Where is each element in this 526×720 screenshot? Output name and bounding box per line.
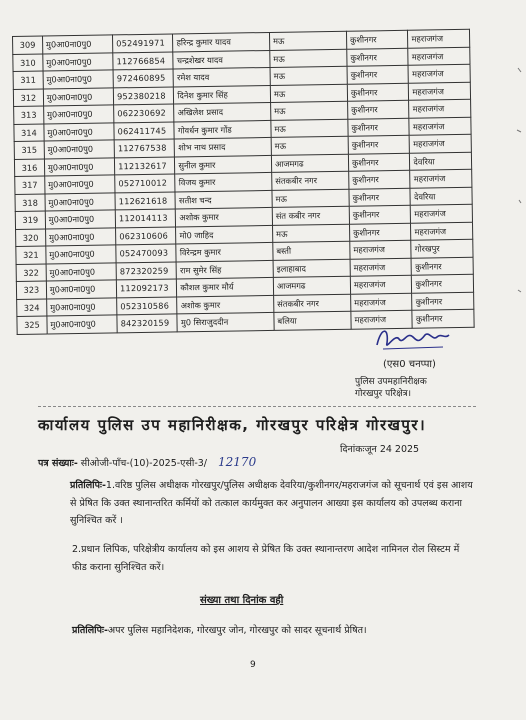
cell-home: मऊ bbox=[269, 31, 346, 50]
cell-sno: 320 bbox=[16, 228, 46, 246]
cell-mobile: 112014113 bbox=[115, 209, 176, 227]
cell-to: महराजगंज bbox=[409, 117, 471, 135]
cell-to: कुशीनगर bbox=[412, 274, 474, 292]
cell-from: कुशीनगर bbox=[348, 153, 410, 171]
cell-to: देवरिया bbox=[410, 152, 472, 170]
cell-mobile: 112132617 bbox=[115, 156, 176, 174]
cell-to: महराजगंज bbox=[411, 222, 473, 240]
cell-from: कुशीनगर bbox=[347, 65, 409, 83]
cell-from: कुशीनगर bbox=[349, 205, 411, 223]
cell-from: कुशीनगर bbox=[348, 118, 410, 136]
cell-from: कुशीनगर bbox=[350, 223, 412, 241]
cell-name: दिनेश कुमार सिंह bbox=[174, 85, 271, 104]
date-value: 24 2025 bbox=[379, 444, 420, 455]
cell-pno: मु0आ0ना0पु0 bbox=[45, 227, 116, 246]
cell-sno: 319 bbox=[15, 211, 45, 229]
cell-sno: 313 bbox=[14, 106, 44, 124]
cell-pno: मु0आ0ना0पु0 bbox=[42, 35, 113, 54]
copy3-text: अपर पुलिस महानिदेशक, गोरखपुर जोन, गोरखपुर को सादर सूचनार्थ प्रेषित। bbox=[107, 625, 367, 636]
signatory-designation: पुलिस उपमहानिरीक्षक bbox=[355, 377, 427, 387]
divider bbox=[38, 406, 476, 407]
cell-name: सतीश चन्द bbox=[175, 190, 272, 209]
cell-mobile: 052491971 bbox=[113, 34, 174, 52]
cell-pno: मु0आ0ना0पु0 bbox=[44, 157, 115, 176]
copy-paragraph-2: 2.प्रधान लिपिक, परिक्षेत्रीय कार्यालय को इस आशय से प्रेषित कि उक्त स्थानान्तरण आदेश नामिनल रोल सिस्टम में फीड कराना सुनिश्चित करें। bbox=[72, 544, 460, 573]
cell-pno: मु0आ0ना0पु0 bbox=[45, 175, 116, 194]
cell-sno: 314 bbox=[14, 124, 44, 142]
cell-mobile: 112621618 bbox=[115, 191, 176, 209]
cell-home: मऊ bbox=[270, 49, 347, 68]
cell-to: कुशीनगर bbox=[412, 309, 474, 327]
transfer-table-body bbox=[13, 29, 475, 334]
cell-name: चन्द्रशेखर यादव bbox=[173, 50, 270, 69]
cell-pno: मु0आ0ना0पु0 bbox=[45, 210, 116, 229]
cell-mobile: 062230692 bbox=[114, 104, 175, 122]
cell-from: कुशीनगर bbox=[346, 30, 408, 48]
signature-scrawl-icon bbox=[373, 323, 453, 355]
cell-home: आजमगढ bbox=[273, 276, 350, 295]
cell-sno: 318 bbox=[15, 194, 45, 212]
copy-paragraph-3 bbox=[72, 622, 477, 640]
cell-mobile: 842320159 bbox=[117, 314, 178, 332]
cell-mobile: 062310606 bbox=[116, 226, 177, 244]
cell-name: शोभ नाथ प्रसाद bbox=[175, 137, 272, 156]
cell-name: गोवर्धन कुमार गोंड bbox=[174, 120, 271, 139]
cell-from: कुशीनगर bbox=[348, 135, 410, 153]
cell-sno: 316 bbox=[14, 159, 44, 177]
signatory-range: गोरखपुर परिक्षेत्र। bbox=[355, 389, 412, 399]
cell-sno: 315 bbox=[14, 141, 44, 159]
cell-pno: मु0आ0ना0पु0 bbox=[43, 87, 114, 106]
cell-name: विरेन्द्रम कुमार bbox=[176, 242, 273, 261]
cell-to: महराजगंज bbox=[409, 99, 471, 117]
cell-name: मु0 सिराजुददीन bbox=[177, 312, 274, 331]
cell-sno: 321 bbox=[16, 246, 46, 264]
cell-mobile: 112767538 bbox=[114, 139, 175, 157]
cell-home: इलाहाबाद bbox=[273, 259, 350, 278]
cell-mobile: 052470093 bbox=[116, 244, 177, 262]
cell-sno: 310 bbox=[13, 54, 43, 72]
cell-sno: 322 bbox=[16, 263, 46, 281]
cell-sno: 312 bbox=[13, 89, 43, 107]
cell-home: मऊ bbox=[272, 189, 349, 208]
cell-name: राम सुमेर सिंह bbox=[176, 260, 273, 279]
cell-to: महराजगंज bbox=[410, 134, 472, 152]
cell-home: मऊ bbox=[270, 84, 347, 103]
cell-name: मो0 जाहिद bbox=[176, 225, 273, 244]
cell-name: कौशल कुमार मौर्य bbox=[177, 277, 274, 296]
cell-to: कुशीनगर bbox=[412, 257, 474, 275]
cell-home: संतकबीर नगर bbox=[272, 171, 349, 190]
cell-pno: मु0आ0ना0पु0 bbox=[43, 105, 114, 124]
letter-number bbox=[38, 455, 256, 469]
cell-home: मऊ bbox=[272, 224, 349, 243]
cell-name: विजय कुमार bbox=[175, 172, 272, 191]
cell-from: महराजगंज bbox=[350, 240, 412, 258]
cell-home: मऊ bbox=[270, 66, 347, 85]
cell-home: मऊ bbox=[271, 101, 348, 120]
cell-pno: मु0आ0ना0पु0 bbox=[44, 140, 115, 159]
copy1-label: प्रतिलिपिः- bbox=[70, 480, 106, 491]
letter-number-value: सीओजी-पाँच-(10)-2025-एसी-3/ bbox=[80, 458, 207, 469]
letter-date bbox=[340, 442, 419, 455]
cell-home: मऊ bbox=[271, 119, 348, 138]
cell-sno: 325 bbox=[17, 316, 47, 334]
cell-mobile: 052310586 bbox=[117, 296, 178, 314]
cell-to: महराजगंज bbox=[408, 47, 470, 65]
cell-from: महराजगंज bbox=[351, 310, 413, 328]
number-date-same: संख्या तथा दिनांक वही bbox=[200, 595, 284, 606]
cell-sno: 323 bbox=[16, 281, 46, 299]
cell-to: देवरिया bbox=[410, 187, 472, 205]
cell-from: कुशीनगर bbox=[347, 48, 409, 66]
cell-to: महराजगंज bbox=[408, 64, 470, 82]
cell-home: बस्ती bbox=[273, 241, 350, 260]
cell-to: महराजगंज bbox=[408, 29, 470, 47]
copy-paragraph-1 bbox=[70, 477, 475, 530]
margin-marks-icon bbox=[512, 60, 526, 360]
cell-to: कुशीनगर bbox=[412, 292, 474, 310]
copy1-text: 1.वरिष्ठ पुलिस अधीक्षक गोरखपुर/पुलिस अधीक्षक देवरिया/कुशीनगर/महराजगंज को सूचनार्थ एवं इस आशय से प्रेषित कि उक्त स्थानान्तरित कर्मियों को तत्काल कार्यमुक्त कर अनुपालन आख्या इस कार्यालय को उपलब्ध कराना सुनिश्चित करें । bbox=[70, 480, 473, 526]
cell-pno: मु0आ0ना0पु0 bbox=[47, 297, 118, 316]
cell-pno: मु0आ0ना0पु0 bbox=[46, 280, 117, 299]
cell-sno: 317 bbox=[15, 176, 45, 194]
cell-name: रमेश यादव bbox=[173, 67, 270, 86]
cell-pno: मु0आ0ना0पु0 bbox=[43, 70, 114, 89]
cell-pno: मु0आ0ना0पु0 bbox=[43, 52, 114, 71]
cell-from: महराजगंज bbox=[350, 258, 412, 276]
cell-from: महराजगंज bbox=[350, 275, 412, 293]
cell-name: सुनील कुमार bbox=[175, 155, 272, 174]
letter-number-handwritten: 12170 bbox=[218, 455, 257, 469]
signatory-name: (एस0 चनप्पा) bbox=[383, 359, 436, 370]
cell-from: कुशीनगर bbox=[348, 100, 410, 118]
cell-home: मऊ bbox=[271, 136, 348, 155]
cell-sno: 311 bbox=[13, 71, 43, 89]
cell-mobile: 112092173 bbox=[116, 279, 177, 297]
cell-to: महराजगंज bbox=[409, 82, 471, 100]
cell-sno: 309 bbox=[13, 36, 43, 54]
cell-home: संतकबीर नगर bbox=[274, 294, 351, 313]
cell-from: महराजगंज bbox=[351, 293, 413, 311]
cell-name: अशोक कुमार bbox=[177, 295, 274, 314]
cell-from: कुशीनगर bbox=[347, 83, 409, 101]
cell-pno: मु0आ0ना0पु0 bbox=[46, 245, 117, 264]
copy3-label: प्रतिलिपिः- bbox=[72, 625, 108, 636]
cell-mobile: 052710012 bbox=[115, 174, 176, 192]
cell-to: महराजगंज bbox=[411, 204, 473, 222]
cell-mobile: 952380218 bbox=[113, 86, 174, 104]
cell-from: कुशीनगर bbox=[349, 188, 411, 206]
cell-name: अशोक कुमार bbox=[176, 207, 273, 226]
date-label: दिनांकःजून bbox=[340, 444, 377, 455]
cell-pno: मु0आ0ना0पु0 bbox=[44, 122, 115, 141]
cell-pno: मु0आ0ना0पु0 bbox=[46, 262, 117, 281]
cell-name: हरिन्द्र कुमार यादव bbox=[173, 32, 270, 51]
cell-pno: मु0आ0ना0पु0 bbox=[45, 192, 116, 211]
cell-home: संत कबीर नगर bbox=[272, 206, 349, 225]
cell-mobile: 972460895 bbox=[113, 69, 174, 87]
cell-pno: मु0आ0ना0पु0 bbox=[47, 315, 118, 334]
office-heading: कार्यालय पुलिस उप महानिरीक्षक, गोरखपुर परिक्षेत्र गोरखपुर। bbox=[38, 416, 427, 434]
cell-to: महराजगंज bbox=[410, 169, 472, 187]
cell-mobile: 062411745 bbox=[114, 121, 175, 139]
letter-number-label: पत्र संख्याः- bbox=[38, 458, 78, 469]
cell-home: आजमगढ bbox=[271, 154, 348, 173]
cell-home: बलिया bbox=[274, 311, 351, 330]
cell-mobile: 872320259 bbox=[116, 261, 177, 279]
cell-name: अखिलेश प्रसाद bbox=[174, 102, 271, 121]
cell-sno: 324 bbox=[17, 298, 47, 316]
transfer-table bbox=[12, 29, 475, 335]
page-number: 9 bbox=[250, 660, 256, 670]
cell-to: गोरखपुर bbox=[411, 239, 473, 257]
cell-mobile: 112766854 bbox=[113, 51, 174, 69]
cell-from: कुशीनगर bbox=[349, 170, 411, 188]
